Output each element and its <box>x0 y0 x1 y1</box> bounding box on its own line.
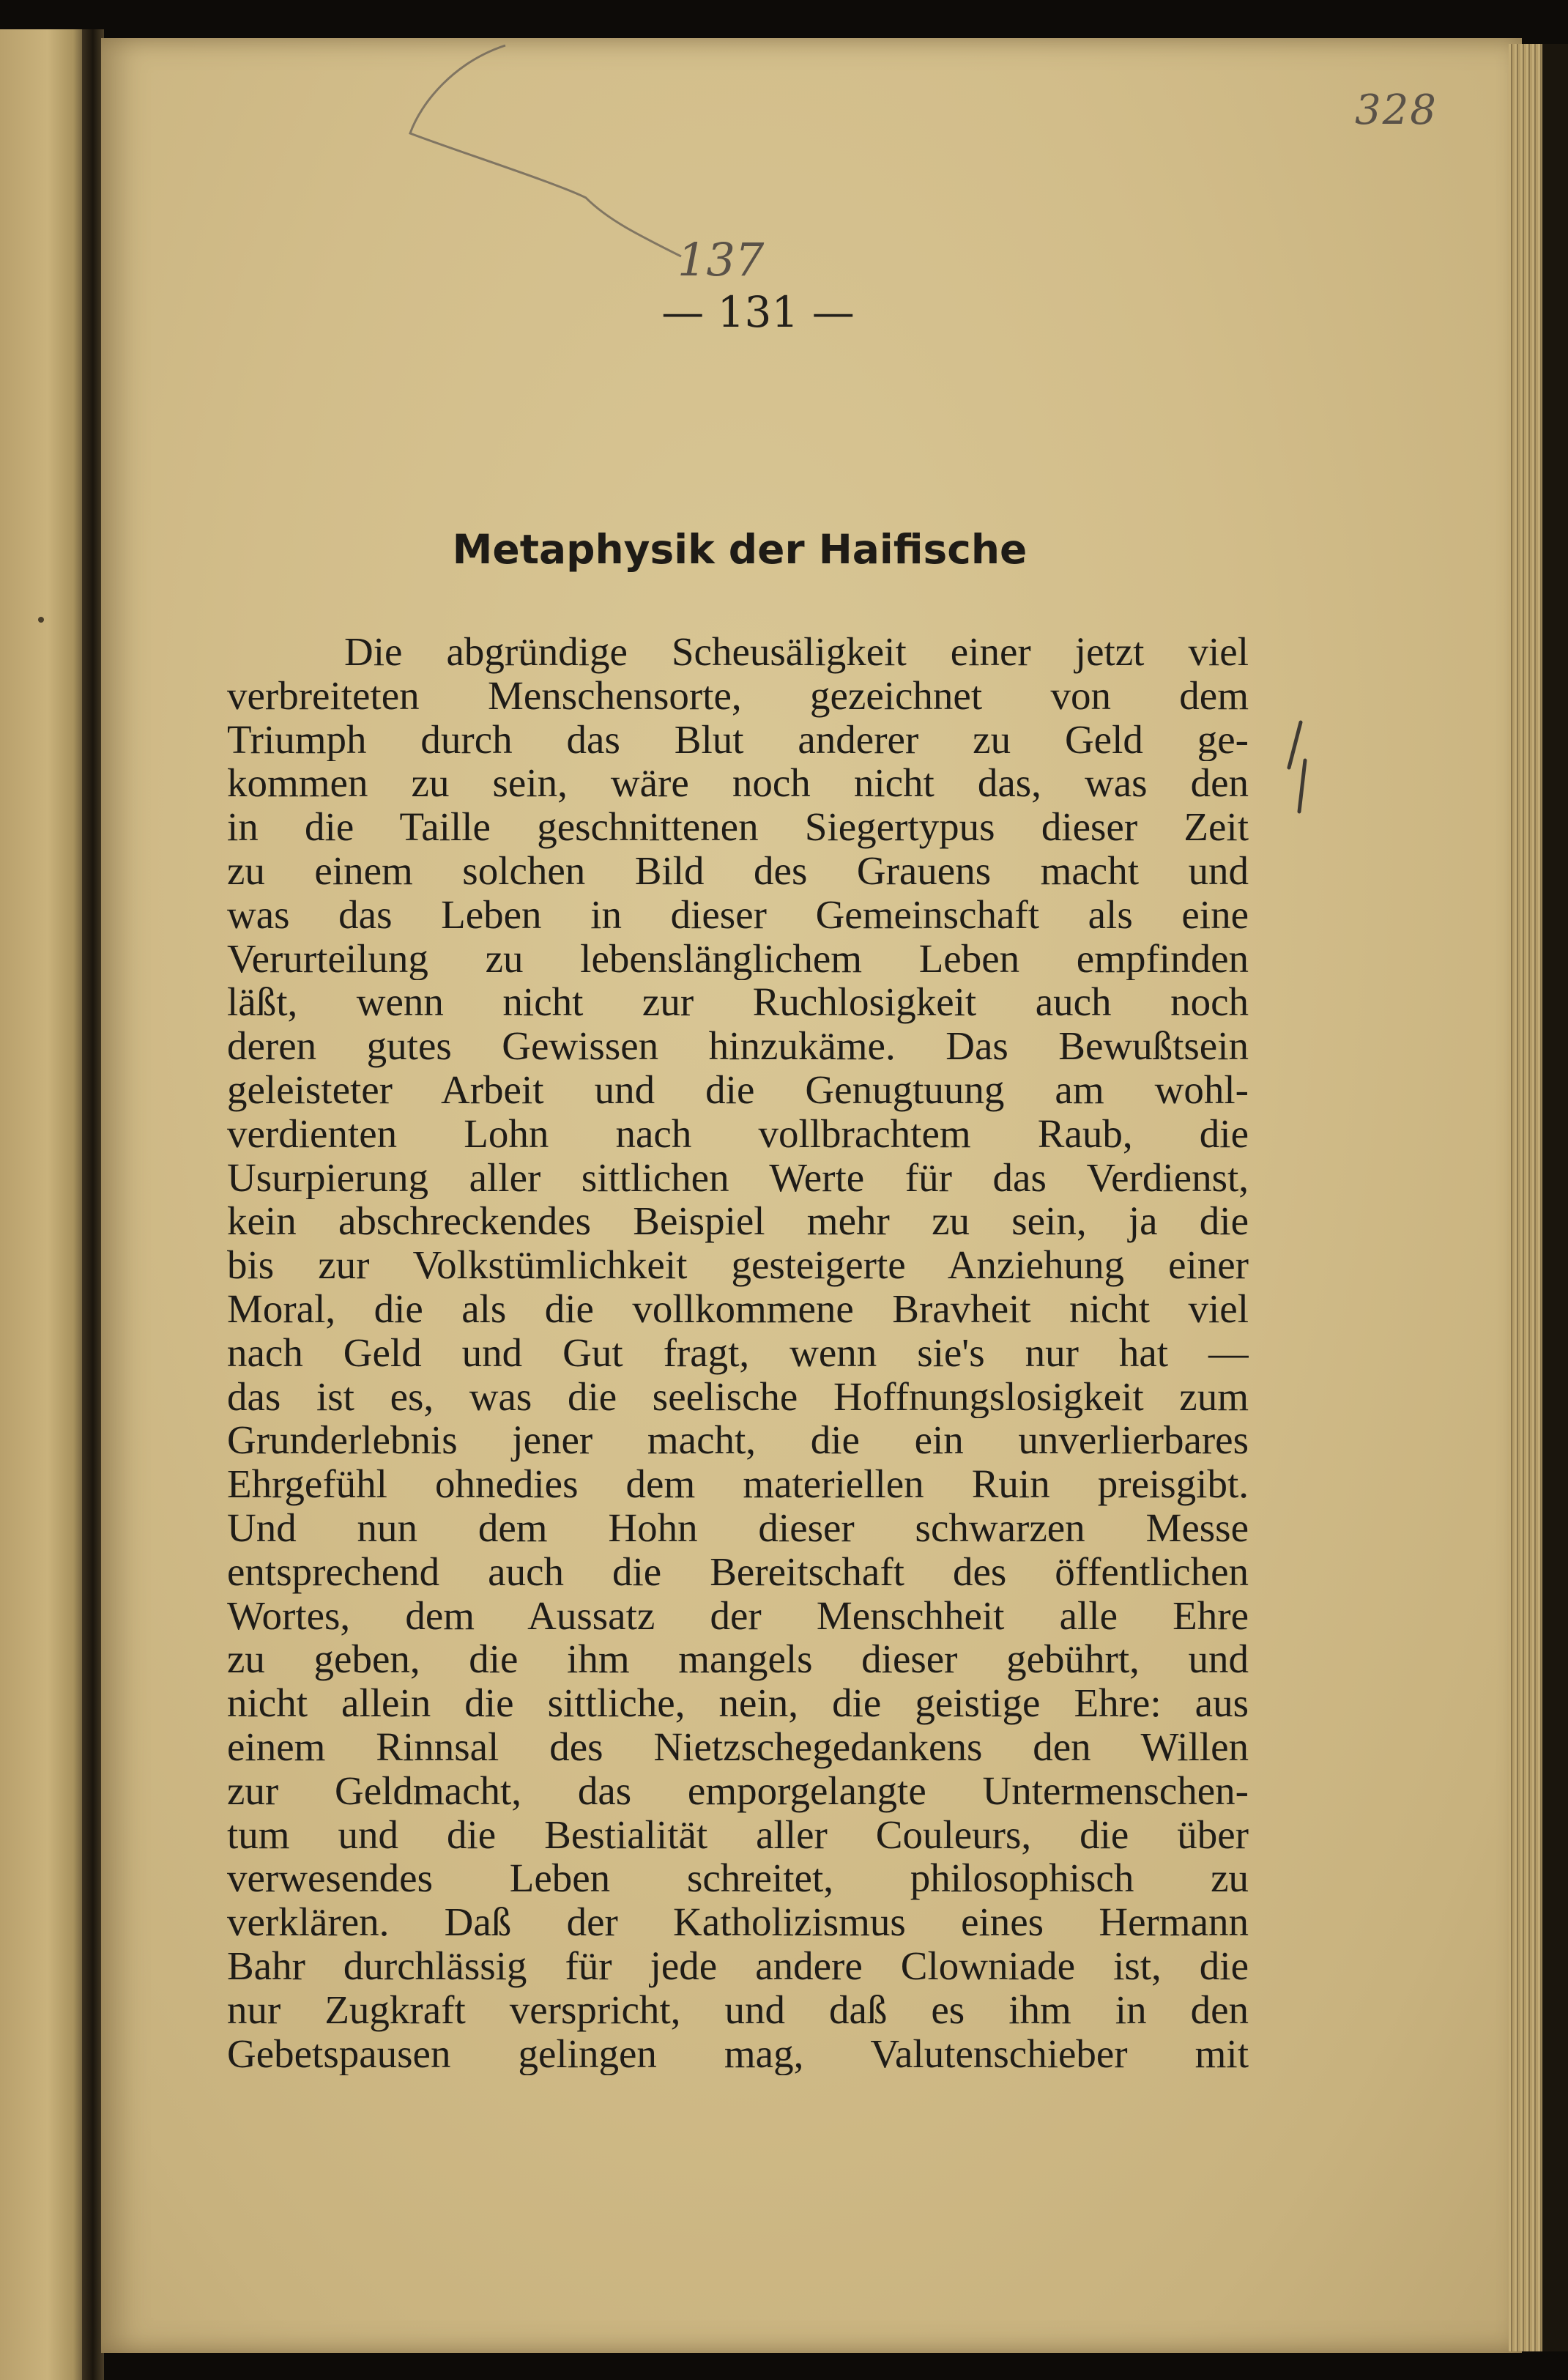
text-line: verbreiteten Menschensorte, gezeichnet von dem <box>227 673 1249 718</box>
text-line: Gebetspausen gelingen mag, Valutenschieber mit <box>227 2031 1249 2076</box>
text-line: läßt, wenn nicht zur Ruchlosigkeit auch noch <box>227 980 1249 1025</box>
text-line: in die Taille geschnittenen Siegertypus dieser Zeit <box>227 805 1249 849</box>
text-line: Die abgründige Scheusäligkeit einer jetzt viel <box>344 630 1249 674</box>
text-line: das ist es, was die seelische Hoffnungslosigkeit zum <box>227 1374 1249 1419</box>
text-line: kommen zu sein, wäre noch nicht das, was den <box>227 761 1249 806</box>
text-line: nicht allein die sittliche, nein, die geistige Ehre: aus <box>227 1681 1249 1725</box>
text-line: zu geben, die ihm mangels dieser gebührt, und <box>227 1637 1249 1682</box>
archive-folio-number: 328 <box>1355 86 1438 134</box>
text-line: Wortes, dem Aussatz der Menschheit alle Ehre <box>227 1593 1249 1638</box>
text-line: deren gutes Gewissen hinzukäme. Das Bewußtsein <box>227 1024 1249 1068</box>
text-line: was das Leben in dieser Gemeinschaft als eine <box>227 892 1249 937</box>
text-line: Moral, die als die vollkommene Bravheit nicht viel <box>227 1286 1249 1331</box>
printed-page-number: — 131 — <box>661 287 855 337</box>
text-line: nur Zugkraft verspricht, und daß es ihm in den <box>227 1987 1249 2032</box>
body-paragraph <box>227 630 1249 2075</box>
text-line: Triumph durch das Blut anderer zu Geld ge- <box>227 717 1249 762</box>
text-line: kein abschreckendes Beispiel mehr zu sein, ja die <box>227 1199 1249 1244</box>
text-line: verwesendes Leben schreitet, philosophisch zu <box>227 1856 1249 1901</box>
text-line: entsprechend auch die Bereitschaft des öffentlichen <box>227 1549 1249 1594</box>
text-line: Usurpierung aller sittlichen Werte für das Verdienst, <box>227 1155 1249 1200</box>
text-line: bis zur Volkstümlichkeit gesteigerte Anziehung einer <box>227 1243 1249 1287</box>
text-line: Verurteilung zu lebenslänglichem Leben empfinden <box>227 936 1249 981</box>
text-line: zur Geldmacht, das emporgelangte Untermenschen- <box>227 1768 1249 1813</box>
text-line: Und nun dem Hohn dieser schwarzen Messe <box>227 1505 1249 1550</box>
text-line: Bahr durchlässig für jede andere Clowniade ist, die <box>227 1943 1249 1988</box>
text-line: einem Rinnsal des Nietzschegedankens den Willen <box>227 1724 1249 1769</box>
text-line: geleisteter Arbeit und die Genugtuung am wohl- <box>227 1067 1249 1112</box>
text-line: tum und die Bestialität aller Couleurs, die über <box>227 1812 1249 1857</box>
text-line: Grunderlebnis jener macht, die ein unverlierbares <box>227 1418 1249 1463</box>
text-line: Ehrgefühl ohnedies dem materiellen Ruin preisgibt. <box>227 1462 1249 1506</box>
chapter-title: Metaphysik der Haifische <box>452 526 1028 573</box>
handwritten-page-number: 137 <box>677 233 765 286</box>
text-line: verdienten Lohn nach vollbrachtem Raub, die <box>227 1111 1249 1156</box>
text-line: verklären. Daß der Katholizismus eines Hermann <box>227 1900 1249 1944</box>
pencil-margin-mark <box>1280 716 1311 826</box>
text-line: zu einem solchen Bild des Grauens macht und <box>227 848 1249 893</box>
text-line: nach Geld und Gut fragt, wenn sie's nur hat — <box>227 1330 1249 1375</box>
